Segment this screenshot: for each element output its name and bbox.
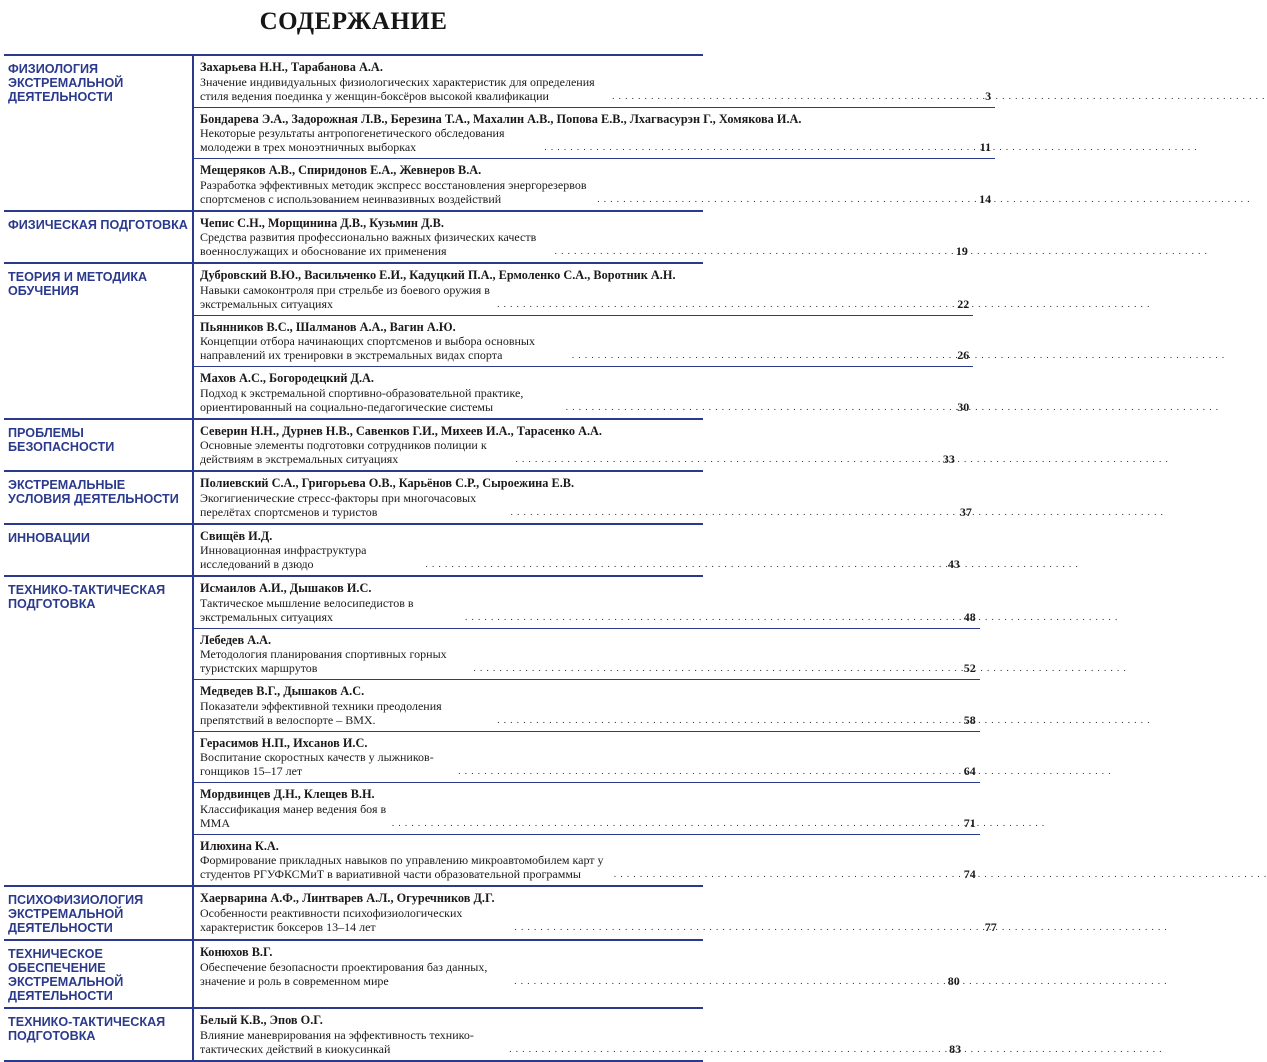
entry-page-number: 71 [963,815,976,830]
section-title: ТЕОРИЯ И МЕТОДИКА ОБУЧЕНИЯ [4,264,194,418]
entry-title: Методология планирования спортивных горных туристских маршрутов [200,647,447,675]
toc-entry[interactable] [194,782,980,834]
dot-leader [516,451,934,466]
entry-title: Значение индивидуальных физиологических характеристик для определения стиля ведения поединка у женщин-боксёров высокой квалификации [200,74,595,103]
entry-authors: Бондарева Э.А., Задорожная Л.В., Березина Т.А., Махалин А.В., Попова Е.В., Лхагвасурэн Г., Хомякова И.А. [200,111,802,126]
section-title: ЭКСТРЕМАЛЬНЫЕ УСЛОВИЯ ДЕЯТЕЛЬНОСТИ [4,472,194,523]
section-title: ПРОБЛЕМЫ БЕЗОПАСНОСТИ [4,420,194,471]
entry-title-line [200,906,997,934]
entry-title-line [200,334,969,362]
toc-entry[interactable] [194,315,973,367]
entry-title-line [200,438,955,466]
entry-title-line [200,75,991,103]
entry-page-number: 14 [979,191,992,206]
toc-section [4,472,972,525]
entry-authors: Илюхина К.А. [200,838,279,853]
toc-section [4,420,955,473]
entry-authors: Пьянников В.С., Шалманов А.А., Вагин А.Ю. [200,319,456,334]
toc-entry[interactable] [194,264,973,315]
toc-entry[interactable] [194,56,995,107]
entry-page-number: 33 [942,452,955,466]
toc-entry[interactable] [194,158,995,210]
dot-leader [465,609,955,624]
entry-page-number: 3 [985,88,992,103]
entry-page-number: 30 [957,399,970,414]
toc-section [4,577,976,887]
toc-section [4,264,970,420]
toc-section [4,56,992,212]
entry-title: Инновационная инфраструктура исследований в дзюдо [200,543,367,571]
entry-title: Воспитание скоростных качеств у лыжников-гонщиков 15–17 лет [200,750,434,778]
dot-leader [555,243,947,258]
toc-entry[interactable] [194,107,995,159]
toc-entry[interactable] [194,366,973,418]
toc-entry[interactable] [194,472,976,523]
dot-leader [566,399,949,414]
section-title: ТЕХНИКО-ТАКТИЧЕСКАЯ ПОДГОТОВКА [4,577,194,885]
section-entries [194,212,972,263]
entry-page-number: 22 [957,296,970,311]
section-title: ТЕХНИКО-ТАКТИЧЕСКАЯ ПОДГОТОВКА [4,1009,194,1060]
section-entries [194,264,973,418]
entry-page-number: 19 [955,244,968,258]
toc-section [4,212,968,265]
dot-leader [392,815,955,830]
toc-entry[interactable] [194,1009,965,1060]
section-title: ИННОВАЦИИ [4,525,194,576]
entry-page-number: 52 [963,661,976,675]
entry-authors: Белый К.В., Эпов О.Г. [200,1013,323,1027]
entry-page-number: 11 [979,140,992,154]
dot-leader [514,919,975,934]
dot-leader [509,1041,940,1056]
entry-authors: Мещеряков А.В., Спиридонов Е.А., Жевнеров В.А. [200,163,482,177]
entry-title: Средства развития профессионально важных физических качеств военнослужащих и обоснование их применения [200,230,537,258]
entry-title-line [200,491,972,519]
toc-entry[interactable] [194,525,964,576]
entry-page-number: 80 [947,973,960,988]
dot-leader [497,296,948,311]
toc-section [4,1009,962,1062]
dot-leader [597,191,970,206]
entry-authors: Свищёв И.Д. [200,528,273,543]
entry-title: Разработка эффективных методик экспресс восстановления энергорезервов спортсменов с использованием неинвазивных воздействий [200,177,587,206]
entry-title-line [200,283,969,311]
dot-leader [425,556,938,571]
entry-title-line [200,853,976,881]
section-entries [194,941,964,1007]
entry-authors: Герасимов Н.П., Ихсанов И.С. [200,735,368,750]
entry-title-line [200,126,991,154]
entry-page-number: 43 [947,557,960,571]
toc-entry[interactable] [194,834,980,886]
entry-page-number: 83 [949,1041,962,1056]
dot-leader [612,88,970,103]
entry-page-number: 74 [963,867,976,881]
dot-leader [497,712,954,727]
toc-entry[interactable] [194,628,980,680]
entry-title: Обеспечение безопасности проектирования баз данных, значение и роль в современном мире [200,959,488,988]
entry-page-number: 48 [963,609,976,624]
toc-entry[interactable] [194,887,1001,938]
section-title: ТЕХНИЧЕСКОЕ ОБЕСПЕЧЕНИЕ ЭКСТРЕМАЛЬНОЙ ДЕЯТЕЛЬНОСТИ [4,941,194,1007]
toc-entry[interactable] [194,941,964,992]
entry-authors: Мордвинцев Д.Н., Клещев В.Н. [200,787,375,801]
page-title: СОДЕРЖАНИЕ [259,8,448,35]
entry-authors: Дубровский В.Ю., Васильченко Е.И., Кадуцкий П.А., Ермоленко С.А., Воротник А.Н. [200,268,676,282]
entry-title-line [200,802,976,830]
entry-page-number: 37 [959,504,972,519]
section-entries [194,577,980,885]
entry-title: Экогигиенические стресс-факторы при многочасовых перелётах спортсменов и туристов [200,490,477,519]
toc-section [4,887,997,941]
dot-leader [511,504,951,519]
entry-title-line [200,647,976,675]
section-entries [194,1009,965,1060]
entry-page-number: 64 [963,764,976,778]
entry-authors: Исмаилов А.И., Дышаков И.С. [200,581,372,595]
toc-section [4,941,960,1009]
entry-authors: Лебедев А.А. [200,632,272,647]
toc-section [4,525,960,578]
entry-authors: Захарьева Н.Н., Тарабанова А.А. [200,60,383,74]
entry-authors: Полиевский С.А., Григорьева О.В., Карьёнов С.Р., Сыроежина Е.В. [200,476,575,490]
toc-entry[interactable] [194,731,980,783]
entry-page-number: 58 [963,712,976,727]
entry-title: Тактическое мышление велосипедистов в экстремальных ситуациях [200,595,414,624]
entry-title: Формирование прикладных навыков по управлению микроавтомобилем карт у студентов РГУФКСМиТ в вариативной части образовательной программы [200,853,604,881]
entry-title: Подход к экстремальной спортивно-образовательной практике, ориентированный на социально-педагогические системы [200,385,524,414]
entry-authors: Хаерварина А.Ф., Линтварев А.Л., Огуречников Д.Г. [200,891,495,905]
entry-title: Показатели эффективной техники преодоления препятствий в велоспорте – ВМХ. [200,698,442,727]
section-entries [194,525,964,576]
toc-entry[interactable] [194,420,959,471]
entry-title: Концепции отбора начинающих спортсменов и выбора основных направлений их тренировки в экстремальных видах спорта [200,334,535,362]
entry-title: Навыки самоконтроля при стрельбе из боевого оружия в экстремальных ситуациях [200,282,490,311]
entry-title-line [200,699,976,727]
entry-title-line [200,960,960,988]
dot-leader [544,139,970,154]
section-title: ФИЗИЧЕСКАЯ ПОДГОТОВКА [4,212,194,263]
entry-title: Особенности реактивности психофизиологических характеристик боксеров 13–14 лет [200,905,463,934]
dot-leader [458,763,954,778]
entry-title-line [200,750,976,778]
entry-title: Основные элементы подготовки сотрудников полиции к действиям в экстремальных ситуациях [200,438,487,466]
entry-title-line [200,230,968,258]
toc-entry[interactable] [194,577,980,628]
entry-title-line [200,178,991,206]
entry-title: Влияние маневрирования на эффективность технико-тактических действий в киокусинкай [200,1027,474,1056]
entry-authors: Чепис С.Н., Морщинина Д.В., Кузьмин Д.В. [200,215,444,230]
entry-title-line [200,1028,961,1056]
section-entries [194,887,1001,939]
section-title: ПСИХОФИЗИОЛОГИЯ ЭКСТРЕМАЛЬНОЙ ДЕЯТЕЛЬНОСТИ [4,887,194,939]
entry-authors: Конюхов В.Г. [200,945,273,959]
section-entries [194,472,976,523]
toc-entry[interactable] [194,212,972,263]
table-of-contents [4,54,997,1062]
entry-page-number: 77 [984,919,997,934]
entry-title-line [200,386,969,414]
section-entries [194,420,959,471]
dot-leader [473,660,954,675]
entry-title: Некоторые результаты антропогенетического обследования молодежи в трех моноэтничных выборках [200,126,505,154]
section-title: ФИЗИОЛОГИЯ ЭКСТРЕМАЛЬНОЙ ДЕЯТЕЛЬНОСТИ [4,56,194,210]
entry-authors: Северин Н.Н., Дурнев Н.В., Савенков Г.И., Михеев И.А., Тарасенко А.А. [200,423,603,438]
dot-leader [614,866,955,881]
dot-leader [514,973,938,988]
dot-leader [572,347,948,362]
section-entries [194,56,995,210]
entry-authors: Махов А.С., Богородецкий Д.А. [200,371,374,385]
entry-title: Классификация манер ведения боя в ММА [200,801,387,830]
entry-title-line [200,543,960,571]
entry-page-number: 26 [957,348,970,362]
entry-authors: Медведев В.Г., Дышаков А.С. [200,684,365,698]
entry-title-line [200,596,976,624]
toc-entry[interactable] [194,679,980,731]
